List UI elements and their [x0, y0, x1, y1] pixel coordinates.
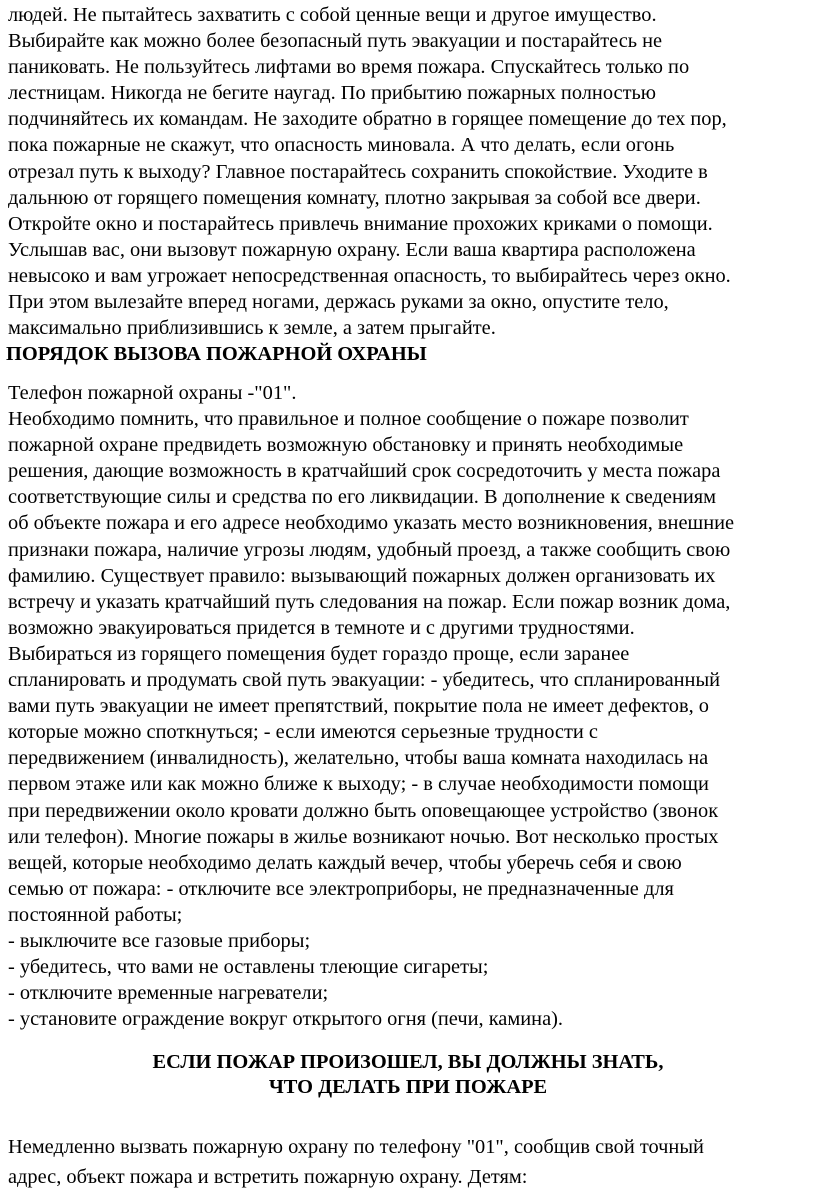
section-heading-fire-call-procedure: ПОРЯДОК ВЫЗОВА ПОЖАРНОЙ ОХРАНЫ	[6, 343, 427, 365]
body-paragraph-call-01: Немедленно вызвать пожарную охрану по телефону "01", сообщив свой точный адрес, объект пожара и встретить пожарную охрану. Детям:	[8, 1136, 704, 1188]
body-paragraph-evacuation: людей. Не пытайтесь захватить с собой ценные вещи и другое имущество. Выбирайте как можно более безопасный путь эвакуации и постарайтесь не паниковать. Не пользуйтесь лифтами во время пожара. Спускайтесь только по лестницам. Никогда не бегите наугад. По прибытию пожарных полностью подчиняйтесь их командам. Не заходите обратно в горящее помещение до тех пор, пока пожарные не скажут, что опасность миновала. А что делать, если огонь отрезал путь к выходу? Главное постарайтесь сохранить спокойствие. Уходите в дальнюю от горящего помещения комнату, плотно закрывая за собой все двери. Откройте окно и постарайтесь привлечь внимание прохожих криками о помощи. Услышав вас, они вызовут пожарную охрану. Если ваша квартира расположена невысоко и вам угрожает непосредственная опасность, то выбирайтесь через окно. При этом вылезайте вперед ногами, держась руками за окно, опустите тело, максимально приблизившись к земле, а затем прыгайте.	[8, 4, 731, 340]
section-heading-what-to-do: ЕСЛИ ПОЖАР ПРОИЗОШЕЛ, ВЫ ДОЛЖНЫ ЗНАТЬ, ЧТО ДЕЛАТЬ ПРИ ПОЖАРЕ	[152, 1051, 664, 1098]
body-paragraph-fire-call: Телефон пожарной охраны -"01". Необходимо помнить, что правильное и полное сообщение о пожаре позволит пожарной охране предвидеть возможную обстановку и принять необходимые решения, дающие возможность в кратчайший срок сосредоточить у места пожара соответствующие силы и средства по его ликвидации. В дополнение к сведениям об объекте пожара и его адресе необходимо указать место возникновения, внешние признаки пожара, наличие угрозы людям, удобный проезд, а также сообщить свою фамилию. Существует правило: вызывающий пожарных должен организовать их встречу и указать кратчайший путь следования на пожар. Если пожар возник дома, возможно эвакуироваться придется в темноте и с другими трудностями. Выбираться из горящего помещения будет гораздо проще, если заранее спланировать и продумать свой путь эвакуации: - убедитесь, что спланированный вами путь эвакуации не имеет препятствий, покрытие пола не имеет дефектов, о которые можно споткнуться; - если имеются серьезные трудности с передвижением (инвалидность), желательно, чтобы ваша комната находилась на первом этаже или как можно ближе к выходу; - в случае необходимости помощи при передвижении около кровати должно быть оповещающее устройство (звонок или телефон). Многие пожары в жилье возникают ночью. Вот несколько простых вещей, которые необходимо делать каждый вечер, чтобы уберечь себя и свою семью от пожара: - отключите все электроприборы, не предназначенные для постоянной работы; - выключите все газовые приборы; - убедитесь, что вами не оставлены тлеющие сигареты; - отключите временные нагреватели; - установите ограждение вокруг открытого огня (печи, камина).	[8, 382, 735, 1031]
